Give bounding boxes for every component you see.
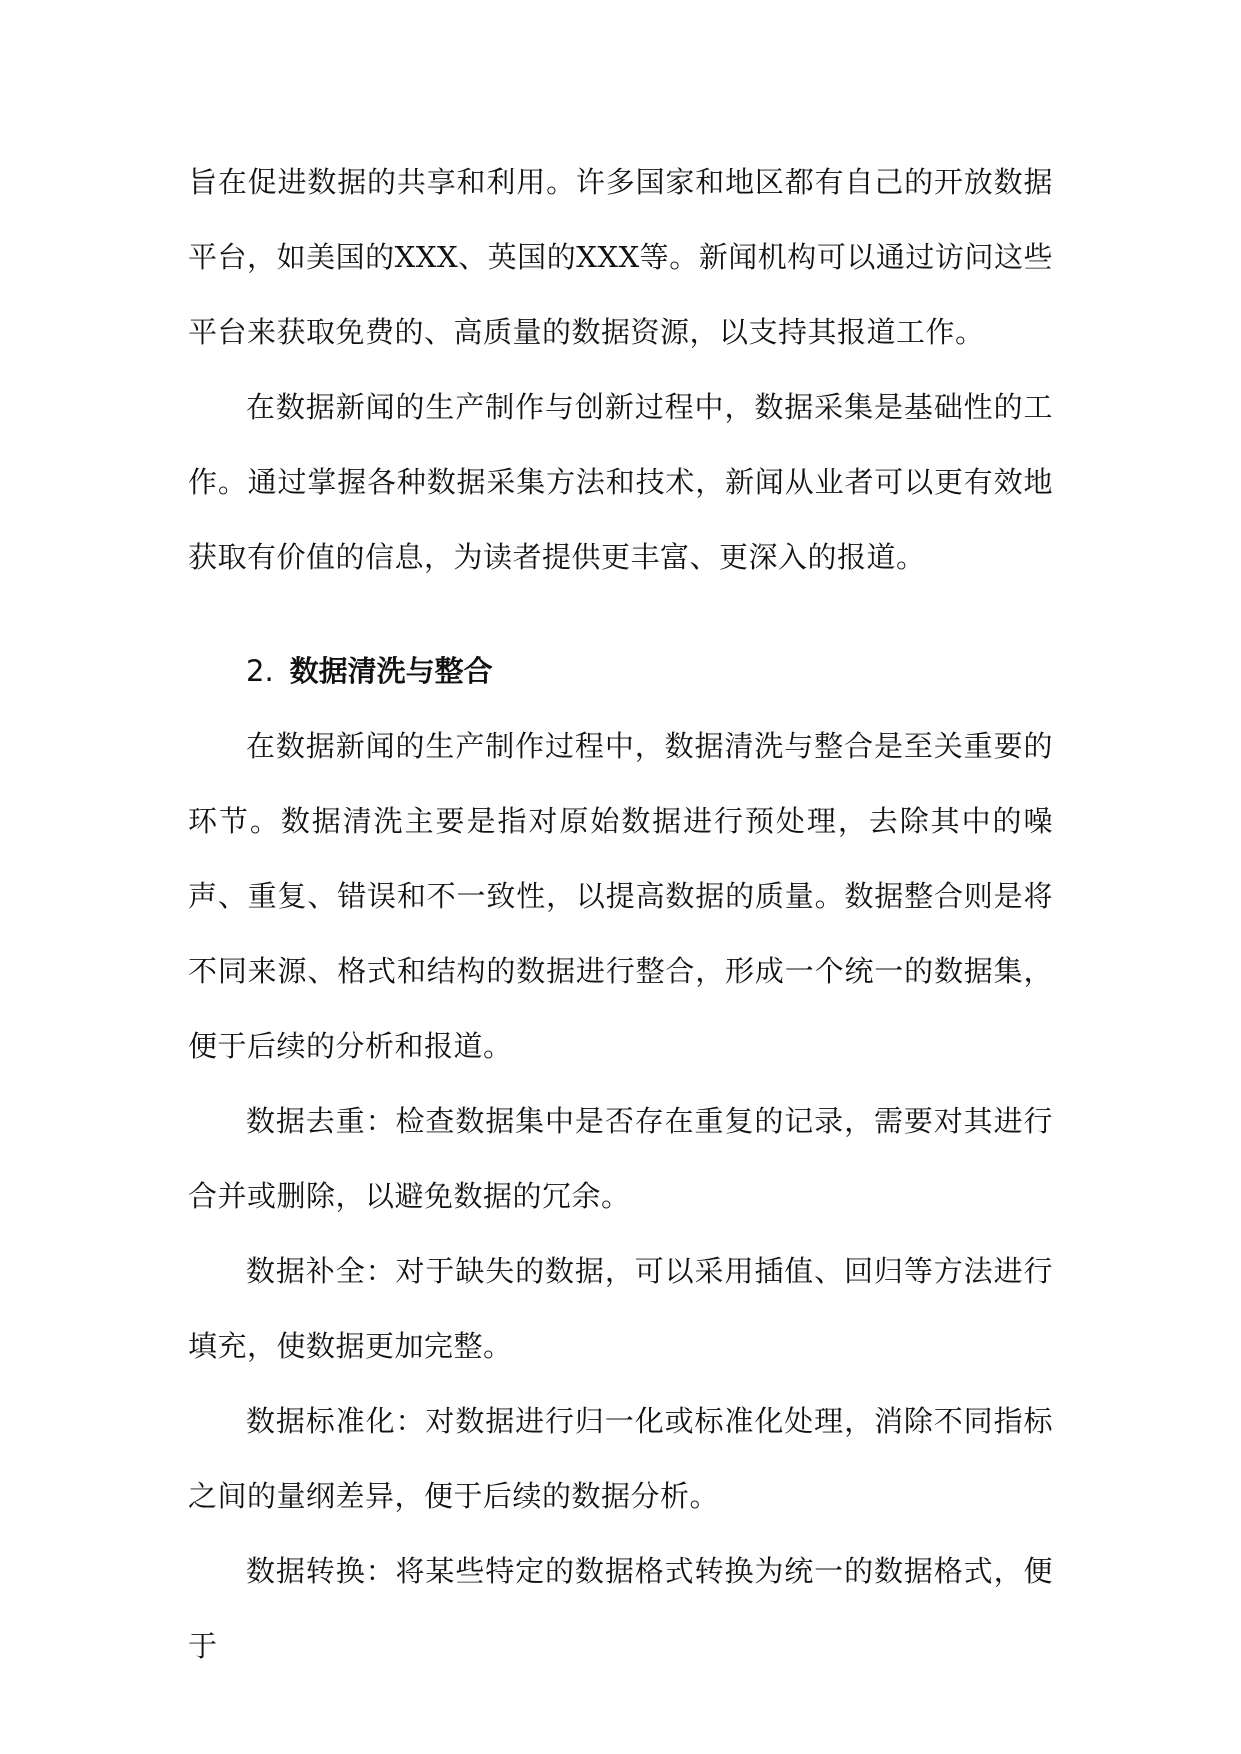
section-number: 2.	[246, 654, 274, 688]
paragraph-cleaning-intro: 在数据新闻的生产制作过程中，数据清洗与整合是至关重要的环节。数据清洗主要是指对原始数据进行预处理，去除其中的噪声、重复、错误和不一致性，以提高数据的质量。数据整合则是将不同来源、格式和结构的数据进行整合，形成一个统一的数据集，便于后续的分析和报道。	[188, 729, 1053, 1063]
paragraph-conversion: 数据转换：将某些特定的数据格式转换为统一的数据格式，便于	[188, 1554, 1053, 1663]
paragraph-standardization: 数据标准化：对数据进行归一化或标准化处理，消除不同指标之间的量纲差异，便于后续的数据分析。	[188, 1404, 1053, 1513]
section-title: 数据清洗与整合	[289, 654, 493, 688]
paragraph-data-collection-summary: 在数据新闻的生产制作与创新过程中，数据采集是基础性的工作。通过掌握各种数据采集方法和技术，新闻从业者可以更有效地获取有价值的信息，为读者提供更丰富、更深入的报道。	[188, 390, 1053, 574]
paragraph-deduplication: 数据去重：检查数据集中是否存在重复的记录，需要对其进行合并或删除，以避免数据的冗余。	[188, 1104, 1053, 1213]
paragraph-open-data-platforms: 旨在促进数据的共享和利用。许多国家和地区都有自己的开放数据平台，如美国的XXX、英国的XXX等。新闻机构可以通过访问这些平台来获取免费的、高质量的数据资源，以支持其报道工作。	[188, 165, 1053, 349]
paragraph-imputation: 数据补全：对于缺失的数据，可以采用插值、回归等方法进行填充，使数据更加完整。	[188, 1254, 1053, 1363]
document-page	[188, 145, 1053, 1684]
section-heading	[188, 634, 1053, 709]
